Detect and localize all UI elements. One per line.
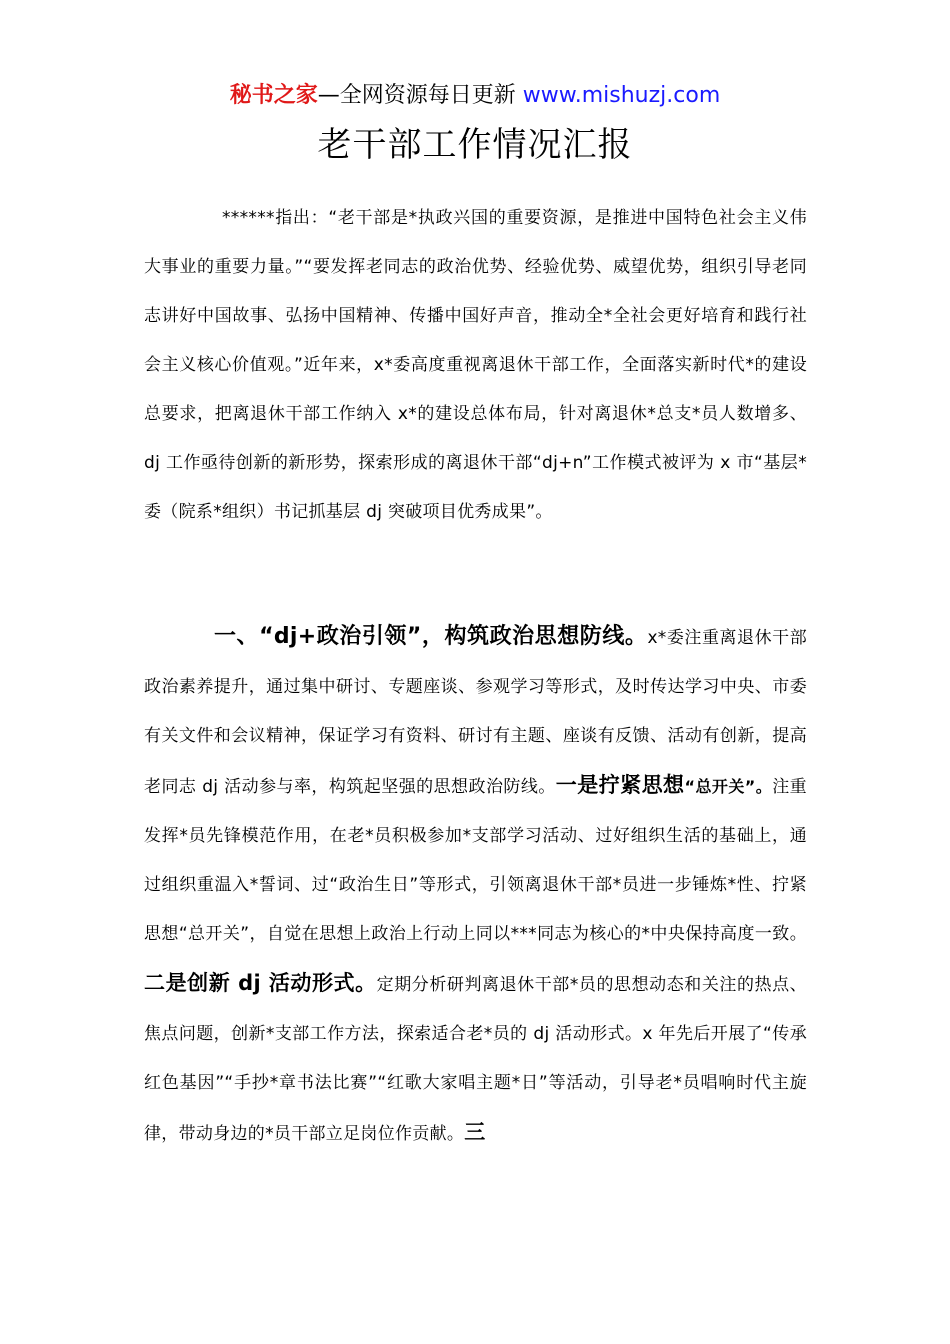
point-one-heading-quote: “总开关”。 bbox=[684, 777, 773, 796]
site-name: 秘书之家 bbox=[229, 83, 318, 108]
point-three-heading-start: 三 bbox=[464, 1120, 486, 1144]
intro-paragraph: ******指出：“老干部是*执政兴国的重要资源，是推进中国特色社会主义伟大事业的重要力量。”“要发挥老同志的政治优势、经验优势、威望优势，组织引导老同志讲好中国故事、弘扬中国精神、传播中国好声音，推动全*全社会更好培育和践行社会主义核心价值观。”近年来，x*委高度重视离退休干部工作，全面落实新时代*的建设总要求，把离退休干部工作纳入 x*的建设总体布局，针对离退休*总支*员人数增多、dj 工作亟待创新的新形势，探索形成的离退休干部“dj+n”工作模式被评为 x 市“基层*委（院系*组织）书记抓基层 dj 突破项目优秀成果”。 bbox=[144, 208, 807, 522]
document-title: 老干部工作情况汇报 bbox=[317, 125, 633, 165]
point-one-heading: 一是拧紧思想 bbox=[555, 773, 685, 797]
section-one-heading: 一、“dj+政治引领”，构筑政治思想防线。 bbox=[214, 624, 648, 649]
section-one-intro: x*委注重离退休干部政治素养提升，通过集中研讨、专题座谈、参观学习等形式，及时传达学习中央、市委有关文件和会议精神，保证学习有资料、研讨有主题、座谈有反馈、活动有创新，提高老同志 dj 活动参与率，构筑起坚强的思想政治防线。 bbox=[144, 628, 807, 797]
section-one-paragraph bbox=[144, 612, 807, 1159]
site-tagline: —全网资源每日更新 bbox=[317, 83, 516, 108]
point-two-text: 定期分析研判离退休干部*员的思想动态和关注的热点、焦点问题，创新*支部工作方法，探索适合老*员的 dj 活动形式。x 年先后开展了“传承红色基因”“手抄*章书法比赛”“红歌大家唱主题*日”等活动，引导老*员唱响时代主旋律，带动身边的*员干部立足岗位作贡献。 bbox=[144, 975, 807, 1144]
point-two-heading: 二是创新 dj 活动形式。 bbox=[144, 971, 377, 995]
site-header bbox=[0, 80, 950, 112]
site-url-link[interactable]: www.mishuzj.com bbox=[522, 83, 721, 108]
point-one-text: 注重发挥*员先锋模范作用，在老*员积极参加*支部学习活动、过好组织生活的基础上，通过组织重温入*誓词、过“政治生日”等形式，引领离退休干部*员进一步锤炼*性、拧紧思想“总开关”，自觉在思想上政治上行动上同以***同志为核心的*中央保持高度一致。 bbox=[144, 777, 807, 944]
